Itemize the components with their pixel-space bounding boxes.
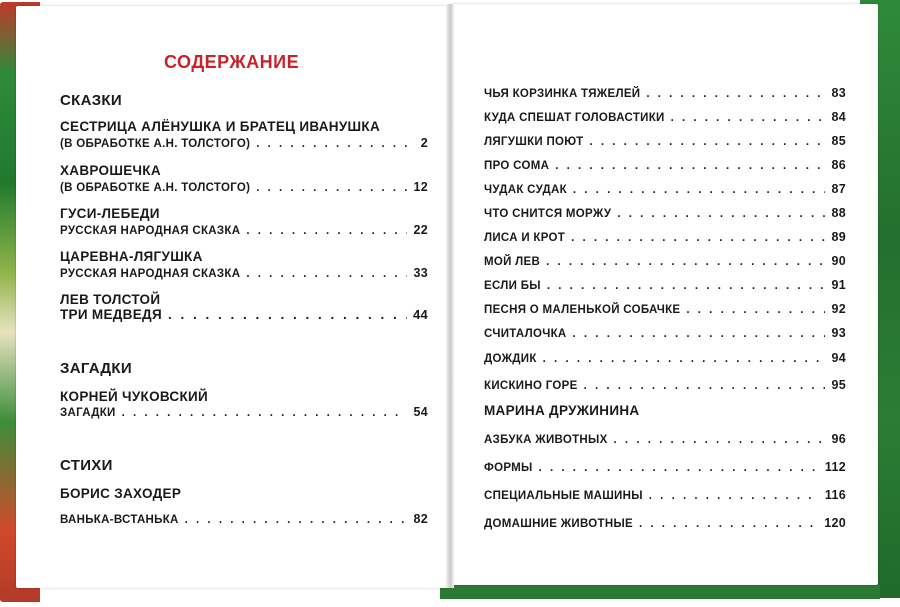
page-number: 116 [824,488,846,502]
toc-entry[interactable] [60,307,428,322]
toc-entry-title: ФОРМЫ [484,462,533,474]
toc-entry[interactable] [60,266,428,280]
toc-entry[interactable] [60,405,428,419]
toc-entry-title: ЛИСА И КРОТ [484,232,566,244]
section-heading-skazki: СКАЗКИ [60,92,122,109]
page-number: 86 [831,158,846,172]
dot-leader [539,462,819,474]
dot-leader [614,434,826,446]
toc-entry-title: ПРО СОМА [484,160,550,172]
dot-leader [571,232,825,244]
page-number: 84 [831,110,846,124]
toc-entry-title: СЧИТАЛОЧКА [484,328,567,340]
book-cover-bottom-edge [440,585,880,599]
dot-leader [671,112,826,124]
dot-leader [589,136,825,148]
toc-entry-subtitle: (В ОБРАБОТКЕ А.Н. ТОЛСТОГО) [60,138,251,150]
toc-entry-title: ВАНЬКА-ВСТАНЬКА [60,514,179,526]
book-gutter [446,4,454,588]
toc-title: СОДЕРЖАНИЕ [164,52,300,72]
toc-entry-title: ЕСЛИ БЫ [484,280,541,292]
dot-leader [555,160,825,172]
page-number: 87 [831,182,846,196]
toc-entry[interactable] [484,432,846,446]
toc-entry-title: ЧУДАК СУДАК [484,184,567,196]
dot-leader [168,307,407,322]
dot-leader [649,490,819,502]
toc-entry-title: МОЙ ЛЕВ [484,256,541,268]
toc-entry[interactable] [484,86,846,100]
toc-entry-author: МАРИНА ДРУЖИНИНА [484,403,640,418]
page-number: 44 [412,307,428,322]
toc-entry-title: ЧТО СНИТСЯ МОРЖУ [484,208,612,220]
page-number: 2 [420,136,428,150]
page-number: 93 [831,326,846,340]
toc-entry[interactable] [484,182,846,196]
toc-entry[interactable] [60,180,428,194]
toc-entry[interactable] [484,516,846,530]
toc-entry[interactable] [60,136,428,150]
toc-entry[interactable] [60,223,428,237]
toc-entry[interactable] [484,110,846,124]
section-heading-zagadki: ЗАГАДКИ [60,360,132,377]
toc-entry[interactable] [484,134,846,148]
toc-entry[interactable] [484,302,846,316]
dot-leader [547,280,826,292]
toc-entry-title: АЗБУКА ЖИВОТНЫХ [484,434,608,446]
dot-leader [639,518,818,530]
dot-leader [584,380,826,392]
toc-entry-author: ЛЕВ ТОЛСТОЙ [60,292,161,307]
toc-entry-author: КОРНЕЙ ЧУКОВСКИЙ [60,389,209,404]
toc-entry-title: ДОЖДИК [484,353,537,365]
dot-leader [185,514,408,526]
page-number: 83 [831,86,846,100]
dot-leader [543,353,826,365]
toc-entry[interactable] [484,158,846,172]
toc-entry-title: ПЕСНЯ О МАЛЕНЬКОЙ СОБАЧКЕ [484,304,681,316]
page-number: 92 [831,302,846,316]
dot-leader [246,268,407,280]
toc-entry[interactable] [484,254,846,268]
dot-leader [546,256,825,268]
toc-entry-title: ХАВРОШЕЧКА [60,163,161,178]
dot-leader [256,182,407,194]
toc-entry-title: ДОМАШНИЕ ЖИВОТНЫЕ [484,518,633,530]
page-number: 82 [413,512,428,526]
toc-entry-title: КУДА СПЕШАТ ГОЛОВАСТИКИ [484,112,665,124]
dot-leader [246,225,407,237]
page-number: 33 [413,266,428,280]
toc-entry-subtitle: РУССКАЯ НАРОДНАЯ СКАЗКА [60,268,241,280]
toc-entry-subtitle: РУССКАЯ НАРОДНАЯ СКАЗКА [60,225,241,237]
toc-entry-title: ЛЯГУШКИ ПОЮТ [484,136,584,148]
toc-entry-subtitle: ТРИ МЕДВЕДЯ [60,307,162,322]
toc-entry-title: ГУСИ-ЛЕБЕДИ [60,206,160,221]
page-number: 22 [413,223,428,237]
toc-entry-title: ЧЬЯ КОРЗИНКА ТЯЖЕЛЕЙ [484,88,641,100]
toc-entry-author: БОРИС ЗАХОДЕР [60,486,182,501]
page-number: 91 [831,278,846,292]
toc-entry-title: ЦАРЕВНА-ЛЯГУШКА [60,249,203,264]
page-number: 54 [413,405,428,419]
toc-entry[interactable] [484,488,846,502]
toc-entry[interactable] [484,230,846,244]
toc-entry-title: ЗАГАДКИ [60,407,116,419]
dot-leader [256,138,415,150]
toc-entry-title: КИСКИНО ГОРЕ [484,380,578,392]
page-number: 94 [831,351,846,365]
page-number: 95 [831,378,846,392]
page-number: 96 [831,432,846,446]
dot-leader [122,407,408,419]
toc-entry[interactable] [484,278,846,292]
toc-entry-title: СЕСТРИЦА АЛЁНУШКА И БРАТЕЦ ИВАНУШКА [60,119,380,134]
toc-entry[interactable] [484,460,846,474]
page-number: 85 [831,134,846,148]
toc-entry[interactable] [484,351,846,365]
page-number: 112 [824,460,846,474]
dot-leader [573,328,826,340]
page-number: 12 [413,180,428,194]
dot-leader [646,88,825,100]
toc-entry-subtitle: (В ОБРАБОТКЕ А.Н. ТОЛСТОГО) [60,182,251,194]
toc-entry[interactable] [484,378,846,392]
page-number: 89 [831,230,846,244]
toc-entry-title: СПЕЦИАЛЬНЫЕ МАШИНЫ [484,490,643,502]
dot-leader [617,208,825,220]
page-number: 120 [824,516,846,530]
page-number: 90 [831,254,846,268]
dot-leader [686,304,825,316]
section-heading-stikhi: СТИХИ [60,457,113,474]
dot-leader [573,184,826,196]
page-number: 88 [831,206,846,220]
toc-entry[interactable] [484,206,846,220]
toc-entry[interactable] [60,512,428,526]
toc-entry[interactable] [484,326,846,340]
